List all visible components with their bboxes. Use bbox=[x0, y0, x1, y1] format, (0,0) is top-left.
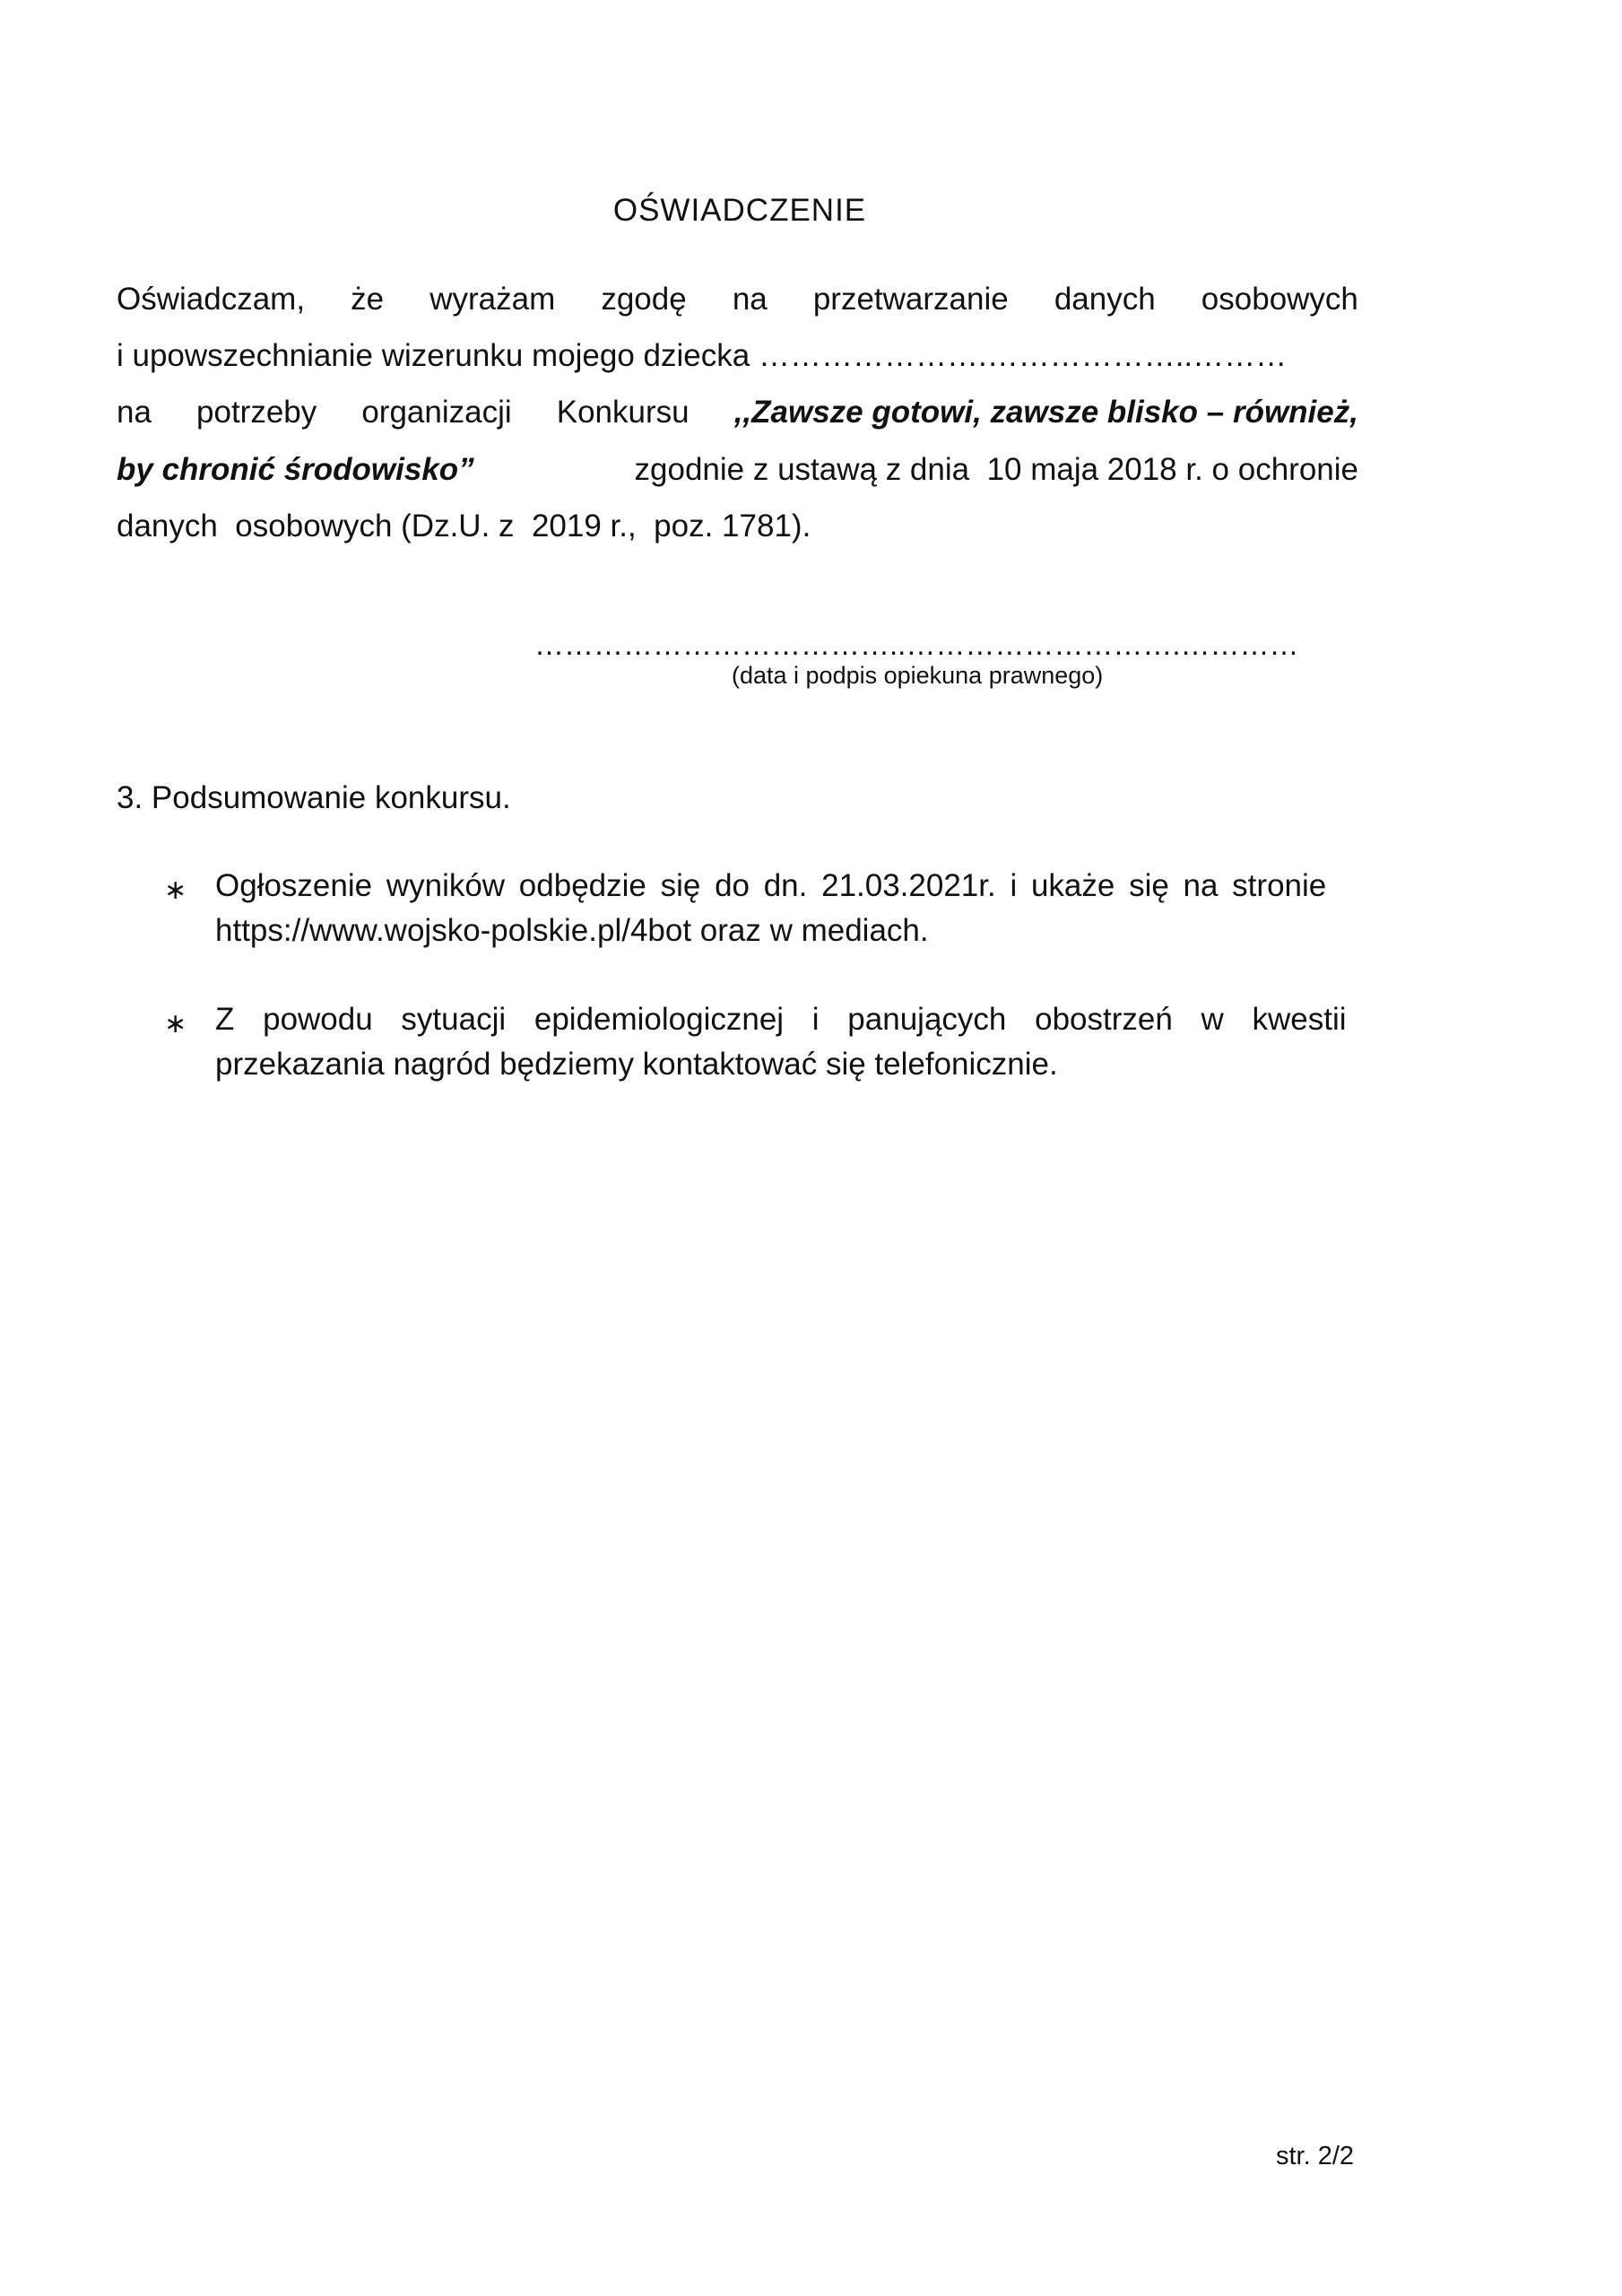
word: na bbox=[732, 282, 768, 317]
word: że bbox=[351, 282, 385, 317]
word: potrzeby bbox=[196, 395, 317, 430]
bullet-1-line-1 bbox=[215, 866, 1358, 906]
bullet-2-line-1: Z powodu sytuacji epidemiologicznej i panujących obostrzeń w kwestii bbox=[215, 1002, 1347, 1037]
word: danych bbox=[1054, 282, 1156, 317]
word: organizacji bbox=[361, 395, 512, 430]
paragraph-line-4 bbox=[117, 450, 1358, 490]
paragraph-line-1 bbox=[117, 280, 1358, 319]
paragraph-line-2 bbox=[117, 336, 1358, 376]
bullet-asterisk-icon: ∗ bbox=[164, 1009, 187, 1039]
bullet-2-line-2: przekazania nagród będziemy kontaktować się telefonicznie. bbox=[215, 1047, 1058, 1082]
bullet-text: Ogłoszenie wyników odbędzie się do dn. 21.03.2021r. i ukaże się na stronie bbox=[215, 868, 1327, 903]
paragraph-line-5: danych osobowych (Dz.U. z 2019 r., poz. 1781). bbox=[117, 509, 811, 544]
paragraph-text: i upowszechnianie wizerunku mojego dziecka bbox=[117, 338, 750, 373]
paragraph-line-3 bbox=[117, 393, 1358, 432]
word: wyrażam bbox=[429, 282, 556, 317]
word: na bbox=[117, 395, 152, 430]
contest-name-part-2: by chronić środowisko” bbox=[117, 452, 474, 487]
page-number: str. 2/2 bbox=[1276, 2142, 1355, 2170]
signature-line: ………………………………..……………………….………… bbox=[534, 628, 1299, 661]
word: Konkursu bbox=[556, 395, 690, 430]
fill-in-dots: ………………….………………..……… bbox=[758, 338, 1288, 373]
word: przetwarzanie bbox=[812, 282, 1009, 317]
word: zgodę bbox=[601, 282, 687, 317]
contest-name-part-1: ,,Zawsze gotowi, zawsze blisko – również, bbox=[733, 395, 1358, 430]
signature-label: (data i podpis opiekuna prawnego) bbox=[732, 662, 1104, 689]
bullet-1-line-2: https://www.wojsko-polskie.pl/4bot oraz w mediach. bbox=[215, 913, 929, 948]
paragraph-text: zgodnie z ustawą z dnia 10 maja 2018 r. o ochronie bbox=[634, 452, 1358, 487]
bullet-asterisk-icon: ∗ bbox=[164, 875, 187, 905]
document-title: OŚWIADCZENIE bbox=[612, 193, 867, 228]
word: osobowych bbox=[1201, 282, 1358, 317]
section-heading: 3. Podsumowanie konkursu. bbox=[117, 780, 511, 815]
word: Oświadczam, bbox=[117, 282, 306, 317]
